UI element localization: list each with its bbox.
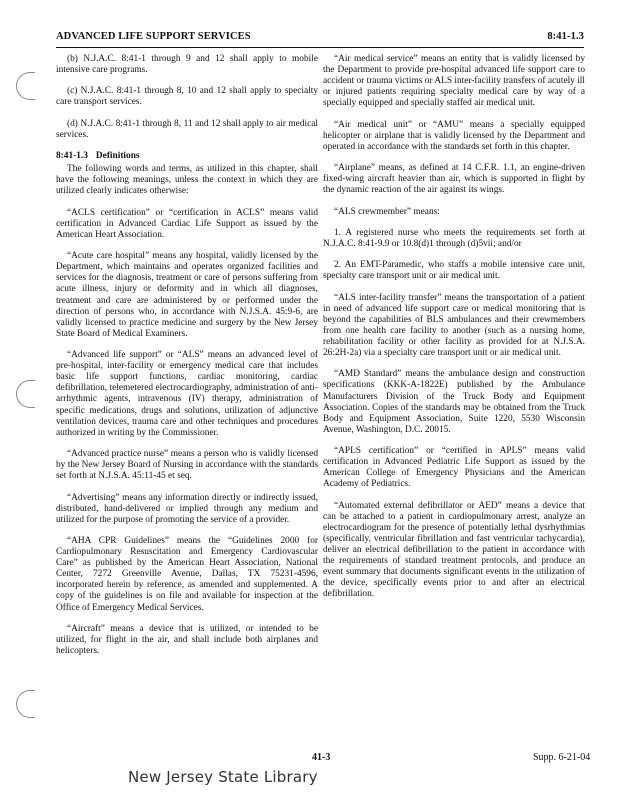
- left-column: [56, 54, 318, 667]
- section-heading: [56, 151, 318, 162]
- header-rule: [56, 47, 584, 48]
- paragraph: (c) N.J.A.C. 8:41-1 through 8, 10 and 12 shall apply to specialty care transport services.: [56, 86, 318, 108]
- section-heading-title: Definitions: [95, 151, 140, 162]
- paragraph: “Advanced life support” or “ALS” means an advanced level of pre-hospital, inter-facility or emergency medical care that includes basic life support functions, cardiac monitoring, cardiac defibrillation, telemetered electrocardiography, administration of anti-arrhythmic agents, intravenous (IV) therapy, administration of specific medications, drugs and solutions, utilization of adjunctive ventilation devices, trauma care and other techniques and procedures authorized in writing by the Commissioner.: [56, 350, 318, 438]
- paragraph: “Advertising” means any information directly or indirectly issued, distributed, hand-delivered or implied through any medium and utilized for the purpose of promoting the service of a provider.: [56, 492, 318, 525]
- section-number: 8:41-1.3: [547, 31, 584, 42]
- running-header: [56, 31, 584, 45]
- paragraph: “Aircraft” means a device that is utilized, or intended to be utilized, for flight in the air, and shall include both airplanes and helicopters.: [56, 623, 318, 656]
- paragraph: “ALS inter-facility transfer” means the transportation of a patient in need of advanced life support care or medical monitoring that is beyond the capabilities of BLS ambulances and their crewmembers from one health care facility to another (such as a nursing home, rehabilitation facility or other facility as provided for at N.J.S.A. 26:2H-2a) via a specialty care transport unit or air medical unit.: [323, 292, 585, 359]
- paragraph: “ALS crewmember” means:: [334, 206, 440, 217]
- supplement-date: Supp. 6-21-04: [533, 752, 591, 763]
- paragraph: (b) N.J.A.C. 8:41-1 through 9 and 12 shall apply to mobile intensive care programs.: [56, 54, 318, 76]
- paragraph: The following words and terms, as utilized in this chapter, shall have the following meanings, unless the context in which they are utilized clearly indicates otherwise:: [56, 164, 318, 197]
- chapter-title: ADVANCED LIFE SUPPORT SERVICES: [56, 31, 251, 42]
- punch-hole-mark: [16, 690, 35, 718]
- paragraph: “Automated external defibrillator or AED” means a device that can be attached to a patient in cardiopulmonary arrest, analyze an electrocardiogram for the presence of potentially lethal dysrhythmias (specifically, ventricular fibrillation and fast ventricular tachycardia), deliver an electrical defibrillation to the patient in accordance with the requirements of standard treatment protocols, and produce an event summary that documents significant events in the utilization of the device, specifically events prior to and after an electrical defibrillation.: [323, 500, 585, 600]
- punch-hole-mark: [16, 380, 35, 408]
- paragraph: “Advanced practice nurse” means a person who is validly licensed by the New Jersey Board of Nursing in accordance with the standards set forth at N.J.S.A. 45:11-45 et seq.: [56, 449, 318, 482]
- page-number: 41-3: [312, 752, 331, 763]
- paragraph: 1. A registered nurse who meets the requirements set forth at N.J.A.C. 8:41-9.9 or 10.8(d)1 through (d)5vii; and/or: [323, 227, 585, 249]
- library-stamp: New Jersey State Library: [128, 768, 318, 786]
- paragraph: 2. An EMT-Paramedic, who staffs a mobile intensive care unit, specialty care transport unit or air medical unit.: [323, 260, 585, 282]
- paragraph: “ACLS certification” or “certification in ACLS” means valid certification in Advanced Cardiac Life Support as issued by the American Heart Association.: [56, 207, 318, 240]
- paragraph: “AHA CPR Guidelines” means the “Guidelines 2000 for Cardiopulmonary Resuscitation and Emergency Cardiovascular Care” as published by the American Heart Association, National Center, 7272 Greenville Avenue, Dallas, TX 75231-4596, incorporated herein by reference, as amended and supplemented. A copy of the guidelines is on file and available for inspection at the Office of Emergency Medical Services.: [56, 535, 318, 613]
- paragraph: “Air medical service” means an entity that is validly licensed by the Department to provide pre-hospital advanced life support care to accident or trauma victims or ALS inter-facility transfers of acutely ill or injured patients requiring specialty medical care by way of a specially equipped and specially staffed air medical unit.: [323, 54, 585, 109]
- paragraph: “Airplane” means, as defined at 14 C.F.R. 1.1, an engine-driven fixed-wing aircraft heavier than air, which is supported in flight by the dynamic reaction of the air against its wings.: [323, 163, 585, 196]
- paragraph: (d) N.J.A.C. 8:41-1 through 8, 11 and 12 shall apply to air medical services.: [56, 118, 318, 140]
- paragraph: “Air medical unit” or “AMU” means a specially equipped helicopter or airplane that is validly licensed by the Department and operated in accordance with the standards set forth in this chapter.: [323, 119, 585, 152]
- paragraph: “AMD Standard” means the ambulance design and construction specifications (KKK-A-1822E) published by the Ambulance Manufacturers Division of the Truck Body and Equipment Association. Copies of the standards may be obtained from the Truck Body and Equipment Association, Suite 1220, 5530 Wisconsin Avenue, Washington, D.C. 20015.: [323, 369, 585, 435]
- paragraph: “APLS certification” or “certified in APLS” means valid certification in Advanced Pediatric Life Support as issued by the American College of Emergency Physicians and the American Academy of Pediatrics.: [323, 446, 585, 490]
- punch-hole-mark: [16, 72, 35, 100]
- right-column: [323, 54, 585, 611]
- paragraph: “Acute care hospital” means any hospital, validly licensed by the Department, which maintains and operates organized facilities and services for the diagnosis, treatment or care of persons suffering from acute illness, injury or deformity and in which all diagnoses, treatment and care are administered by or performed under the direction of persons who, in accordance with N.J.S.A. 45:9-6, are validly licensed to practice medicine and surgery by the New Jersey State Board of Medical Examiners.: [56, 251, 318, 339]
- section-heading-number: 8:41-1.3: [56, 151, 88, 162]
